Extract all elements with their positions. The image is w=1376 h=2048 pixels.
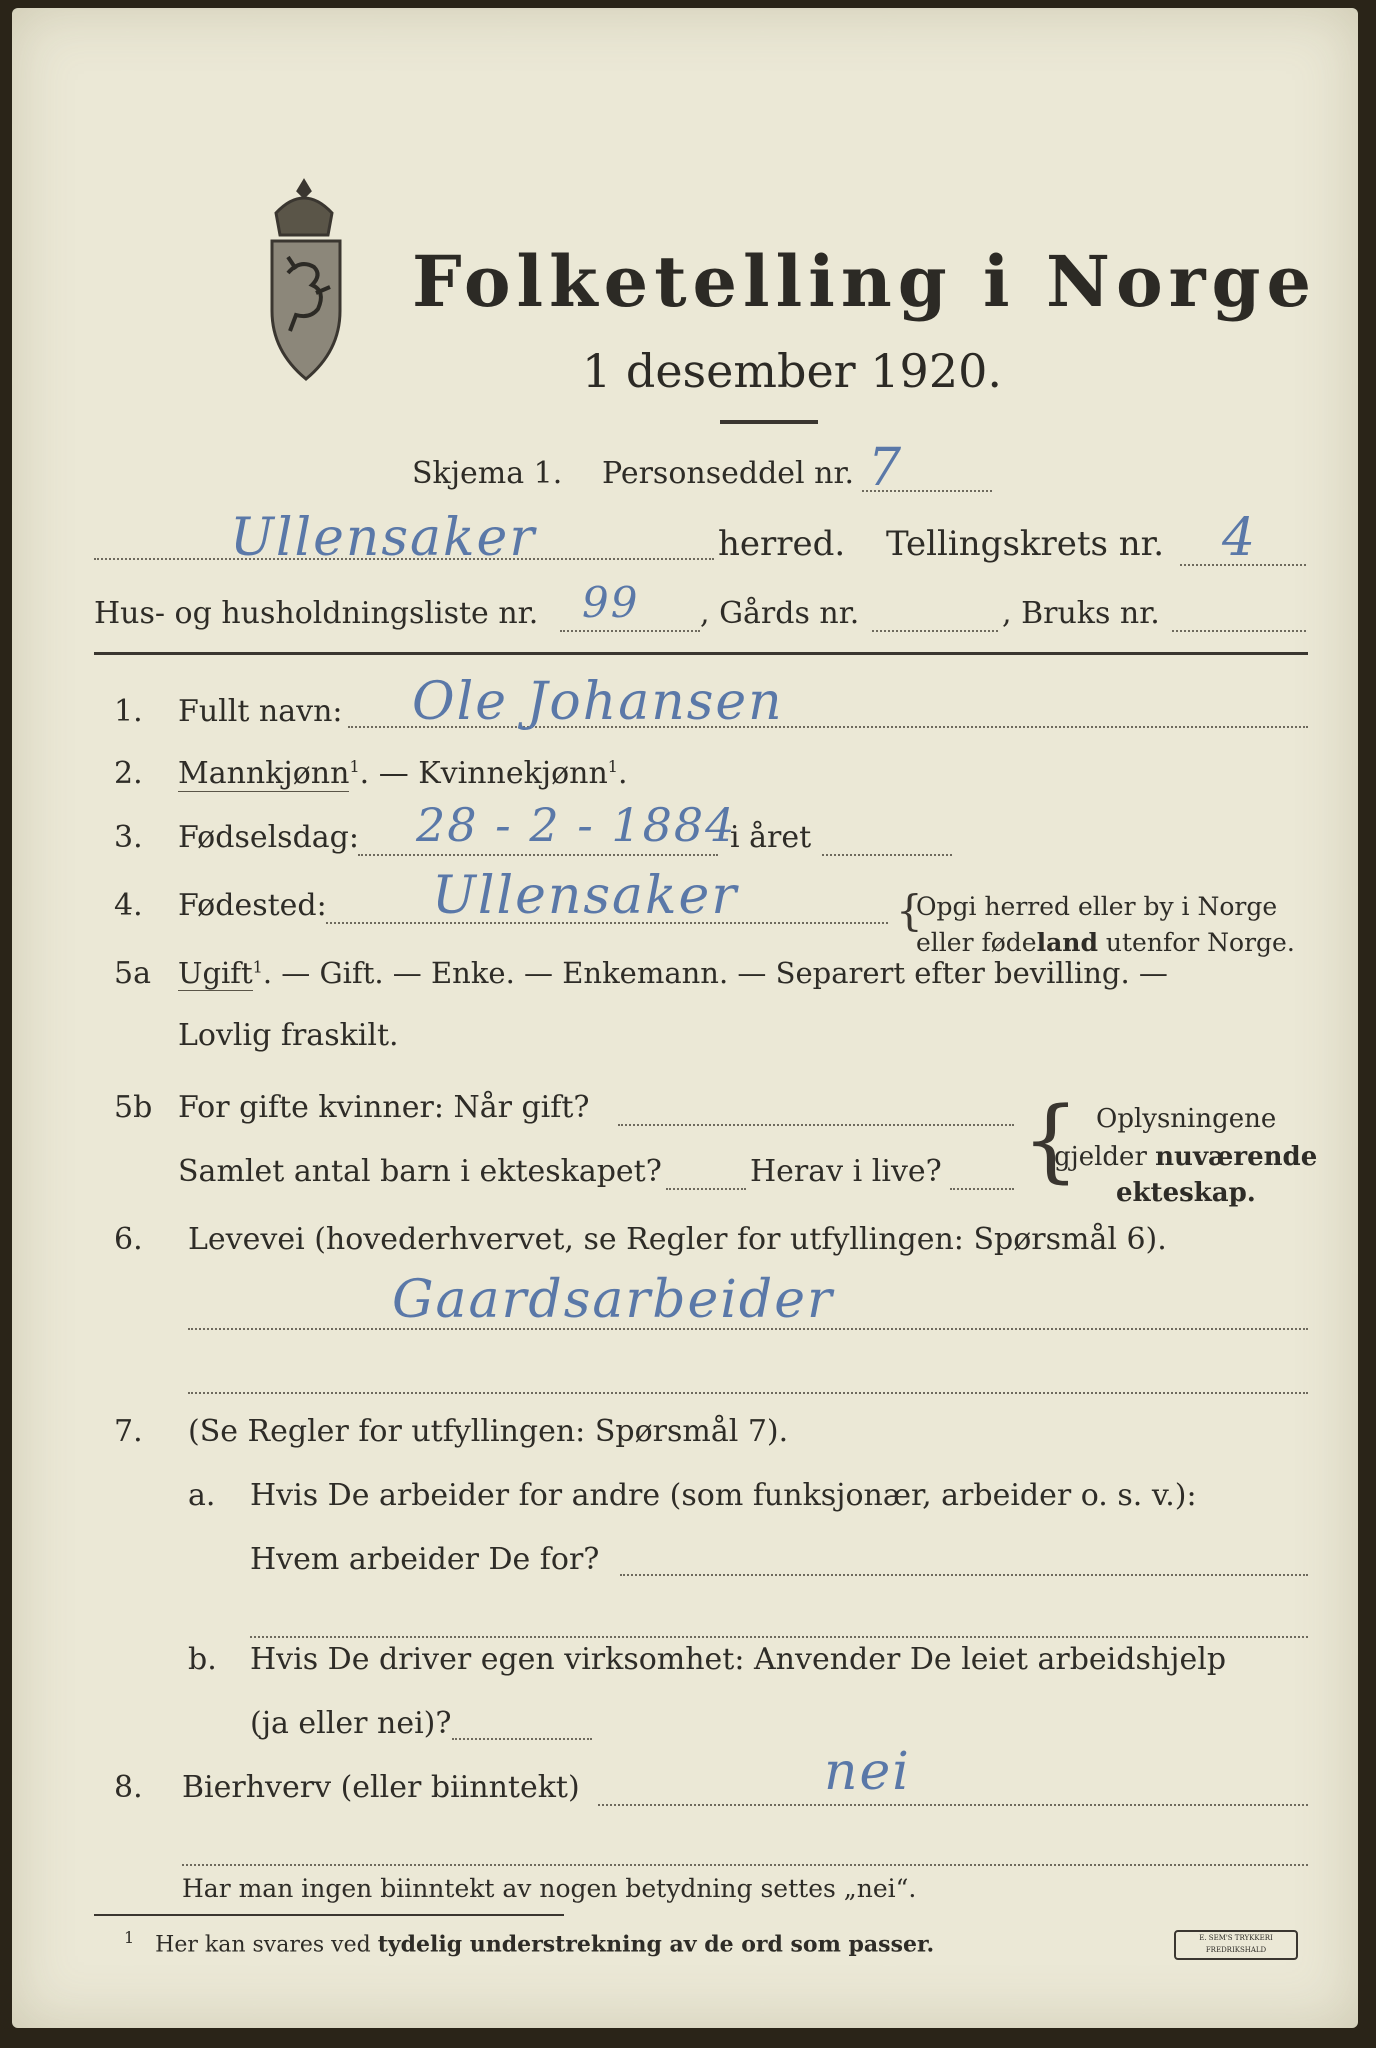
q1-label: Fullt navn: <box>178 694 343 729</box>
q4-note-1: Opgi herred eller by i Norge <box>916 892 1278 921</box>
side-income-value: nei <box>824 1742 911 1802</box>
full-name-value: Ole Johansen <box>412 672 784 732</box>
q5a-number: 5a <box>114 956 151 991</box>
occupation-value: Gaardsarbeider <box>392 1270 834 1330</box>
gender-separator: . — <box>359 756 419 791</box>
bruks-label: , Bruks nr. <box>1002 596 1160 631</box>
q7a-number: a. <box>188 1478 216 1513</box>
q7b-line1: Hvis De driver egen virksomhet: Anvender De leiet arbeidshjelp <box>250 1642 1227 1677</box>
gender-male: Mannkjønn <box>178 756 350 791</box>
birthplace-value: Ullensaker <box>432 866 739 926</box>
bruks-line <box>1172 630 1306 632</box>
footer-note: Har man ingen biinntekt av nogen betydning settes „nei“. <box>182 1874 917 1903</box>
footnote-mark: 1 <box>607 757 618 776</box>
q5b-note-3: ekteskap. <box>1116 1178 1256 1208</box>
gards-line <box>872 630 998 632</box>
husholdning-label: Hus- og husholdningsliste nr. <box>94 596 539 631</box>
q5b-children-line <box>666 1188 746 1190</box>
gender-female: Kvinnekjønn <box>418 756 608 791</box>
birth-date-value: 28 - 2 - 1884 <box>416 798 737 852</box>
census-date: 1 desember 1920. <box>582 344 1002 398</box>
q5b-alive-line <box>950 1188 1014 1190</box>
q7b-line2: (ja eller nei)? <box>250 1706 452 1741</box>
herred-value: Ullensaker <box>230 508 537 568</box>
q7-label: (Se Regler for utfyllingen: Spørsmål 7). <box>188 1414 789 1449</box>
q8-number: 8. <box>114 1770 143 1805</box>
q5b-note-1: Oplysningene <box>1096 1104 1277 1134</box>
footnote: $^1$ Her kan svares ved tydelig understrekning av de ord som passer. <box>124 1928 935 1958</box>
husholdning-value: 99 <box>582 578 640 627</box>
census-form-page <box>12 8 1358 2028</box>
footnote-mark: 1 <box>349 757 360 776</box>
title-divider <box>720 420 818 424</box>
q7a-line2: Hvem arbeider De for? <box>250 1542 600 1577</box>
form-title: Folketelling i Norge <box>412 240 1318 323</box>
norwegian-coat-of-arms-icon <box>246 173 366 388</box>
q5b-married-line <box>618 1124 1014 1126</box>
q7b-number: b. <box>188 1642 217 1677</box>
q7a-line1: Hvis De arbeider for andre (som funksjonær, arbeider o. s. v.): <box>250 1478 1197 1513</box>
q7b-line <box>452 1738 592 1740</box>
gender-options <box>178 756 628 791</box>
q5b-alive-label: Herav i live? <box>750 1154 942 1189</box>
q4-brace: { <box>896 886 923 935</box>
q7-number: 7. <box>114 1414 143 1449</box>
footnote-rule <box>94 1914 564 1916</box>
schema-label: Skjema 1. <box>412 456 563 491</box>
q5b-brace: { <box>1022 1088 1080 1193</box>
q4-label: Fødested: <box>178 888 327 923</box>
footnote-mark: 1 <box>252 957 263 977</box>
q8-line-2 <box>182 1864 1308 1866</box>
marital-unmarried: Ugift <box>178 956 253 990</box>
q6-label: Levevei (hovederhvervet, se Regler for utfyllingen: Spørsmål 6). <box>188 1222 1167 1257</box>
q2-number: 2. <box>114 756 143 791</box>
gender-end: . <box>617 756 628 791</box>
q7a-line-2 <box>250 1636 1308 1638</box>
q6-line-1 <box>188 1328 1308 1330</box>
printer-stamp: E. SEM'S TRYKKERI FREDRIKSHALD <box>1174 1930 1298 1960</box>
gards-label: , Gårds nr. <box>700 596 860 631</box>
q3-label: Fødselsdag: <box>178 820 359 855</box>
q3-line <box>358 854 718 856</box>
marital-divorced: Lovlig fraskilt. <box>178 1018 399 1053</box>
q3-number: 3. <box>114 820 143 855</box>
husholdning-line <box>560 630 700 632</box>
marital-other-options: . — Gift. — Enke. — Enkemann. — Separert efter bevilling. — <box>262 956 1168 990</box>
q5b-line1: For gifte kvinner: Når gift? <box>178 1090 590 1125</box>
q5b-children-label: Samlet antal barn i ekteskapet? <box>178 1154 662 1189</box>
q5b-number: 5b <box>114 1090 153 1125</box>
q3-year-line <box>822 854 952 856</box>
q1-number: 1. <box>114 694 143 729</box>
herred-label: herred. <box>718 524 846 564</box>
q5b-note-2: gjelder nuværende <box>1054 1142 1318 1172</box>
tellingskrets-value: 4 <box>1222 508 1258 568</box>
q8-label: Bierhverv (eller biinntekt) <box>182 1770 580 1805</box>
marital-status-options <box>178 956 1168 990</box>
q4-number: 4. <box>114 888 143 923</box>
q4-note-2: eller fødeland utenfor Norge. <box>916 928 1295 957</box>
q8-line <box>598 1804 1308 1806</box>
tellingskrets-label: Tellingskrets nr. <box>886 524 1165 564</box>
personseddel-label: Personseddel nr. <box>602 456 855 491</box>
personseddel-value: 7 <box>868 438 904 498</box>
q6-number: 6. <box>114 1222 143 1257</box>
q3-year-label: i året <box>730 820 812 855</box>
q6-line-2 <box>188 1392 1308 1394</box>
q7a-line <box>620 1574 1308 1576</box>
header-rule <box>94 652 1308 655</box>
